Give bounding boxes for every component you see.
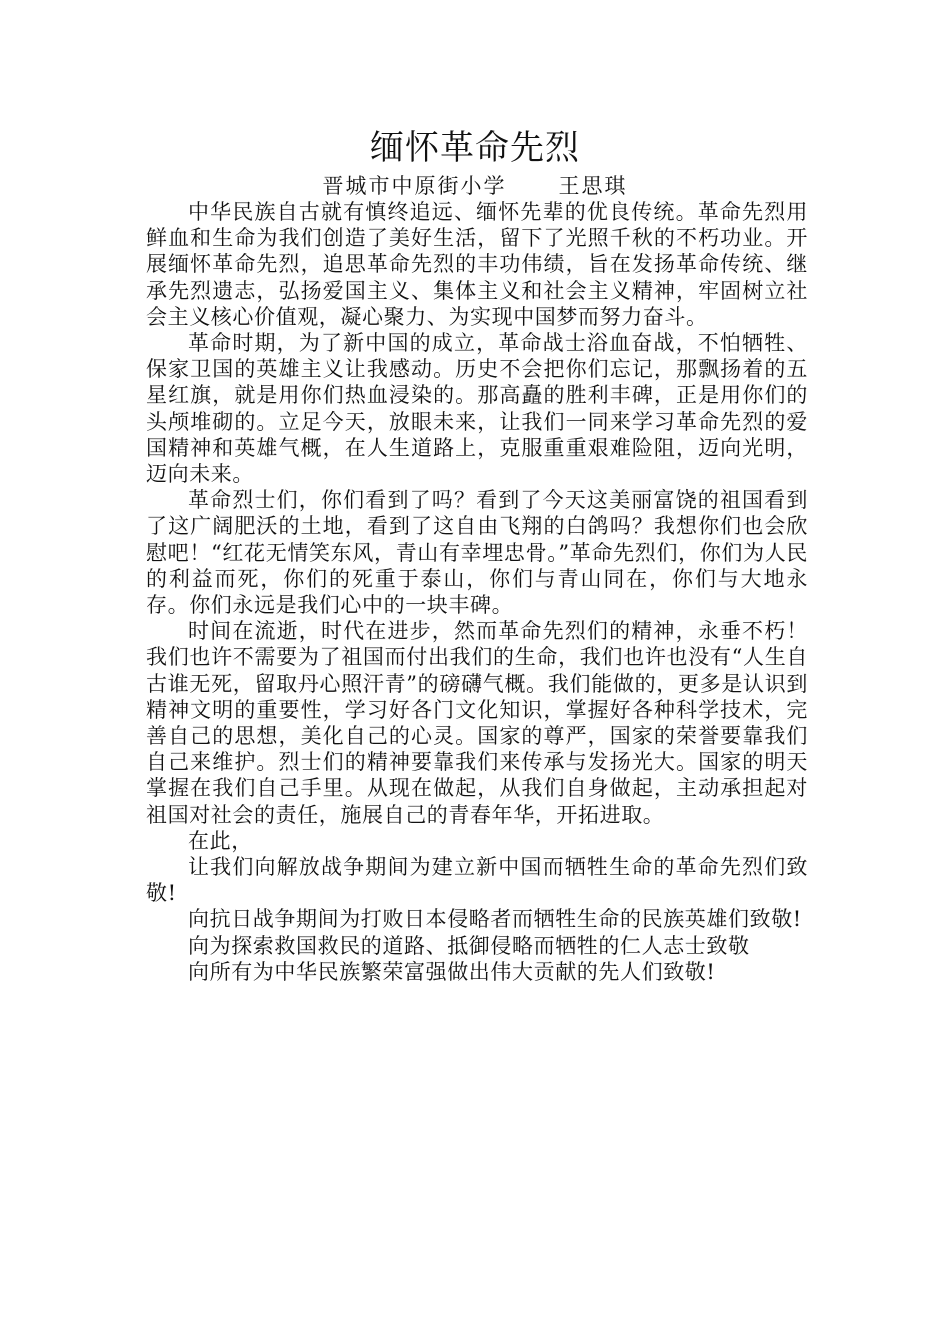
paragraph: 向所有为中华民族繁荣富强做出伟大贡献的先人们致敬! bbox=[188, 959, 716, 984]
paragraph: 向抗日战争期间为打败日本侵略者而牺牲生命的民族英雄们致敬! bbox=[188, 907, 802, 932]
document-title: 缅怀革命先烈 bbox=[370, 128, 580, 168]
paragraph: 革命烈士们，你们看到了吗？看到了今天这美丽富饶的祖国看到了这广阔肥沃的土地，看到了这自由飞翔的白鸽吗？我想你们也会欣慰吧！“红花无情笑东风，青山有幸埋忠骨。”革命先烈们，你们为人民的利益而死，你们的死重于泰山，你们与青山同在，你们与大地永存。你们永远是我们心中的一块丰碑。 bbox=[146, 488, 808, 618]
paragraph: 让我们向解放战争期间为建立新中国而牺牲生命的革命先烈们致敬! bbox=[146, 855, 808, 906]
paragraph: 时间在流逝，时代在进步，然而革命先烈们的精神，永垂不朽！我们也许不需要为了祖国而付出我们的生命，我们也许也没有“人生自古谁无死，留取丹心照汗青”的磅礴气概。我们能做的，更多是认识到精神文明的重要性，学习好各门文化知识，掌握好各种科学技术，完善自己的思想，美化自己的心灵。国家的尊严，国家的荣誉要靠我们自己来维护。烈士们的精神要靠我们来传承与发扬光大。国家的明天掌握在我们自己手里。从现在做起，从我们自身做起，主动承担起对祖国对社会的责任，施展自己的青春年华，开拓进取。 bbox=[146, 619, 808, 827]
author-byline: 晋城市中原街小学 王思琪 bbox=[322, 174, 628, 198]
paragraph: 向为探索救国救民的道路、抵御侵略而牺牲的仁人志士致敬 bbox=[188, 933, 750, 958]
document-body bbox=[146, 199, 808, 985]
paragraph: 中华民族自古就有慎终追远、缅怀先辈的优良传统。革命先烈用鲜血和生命为我们创造了美好生活，留下了光照千秋的不朽功业。开展缅怀革命先烈，追思革命先烈的丰功伟绩，旨在发扬革命传统、继承先烈遗志，弘扬爱国主义、集体主义和社会主义精神，牢固树立社会主义核心价值观，凝心聚力、为实现中国梦而努力奋斗。 bbox=[146, 200, 808, 329]
paragraph: 革命时期，为了新中国的成立，革命战士浴血奋战，不怕牺牲、保家卫国的英雄主义让我感动。历史不会把你们忘记，那飘扬着的五星红旗，就是用你们热血浸染的。那高矗的胜利丰碑，正是用你们的头颅堆砌的。立足今天，放眼未来，让我们一同来学习革命先烈的爱国精神和英雄气概，在人生道路上，克服重重艰难险阻，迈向光明，迈向未来。 bbox=[146, 331, 808, 487]
paragraph: 在此， bbox=[188, 828, 253, 853]
